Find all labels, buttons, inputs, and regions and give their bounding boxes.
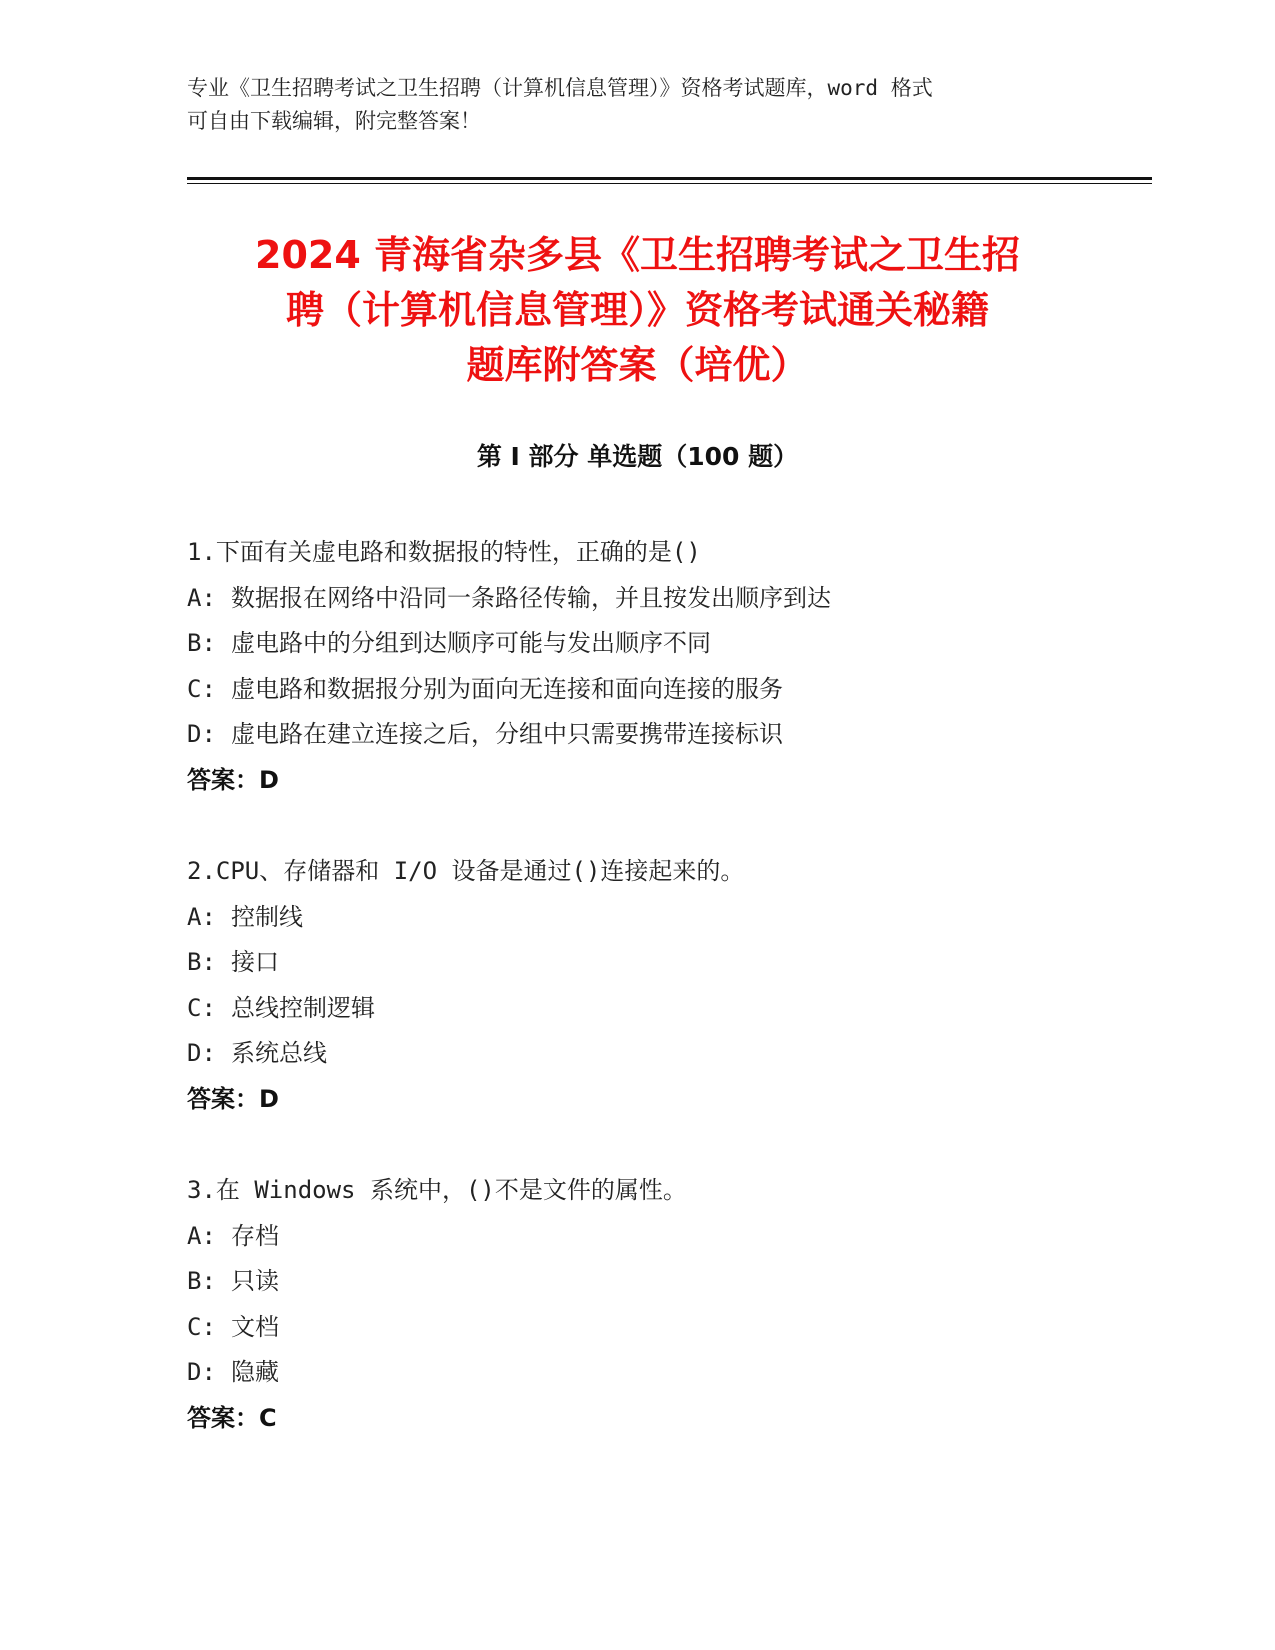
option-c — [187, 986, 1147, 1032]
option-d — [187, 712, 1147, 758]
option-text: 只读 — [231, 1267, 279, 1295]
option-key: B: — [187, 1267, 216, 1295]
question-2 — [187, 849, 1147, 1122]
document-title-line-1: 2024 青海省杂多县《卫生招聘考试之卫生招 — [255, 233, 1020, 277]
option-a — [187, 576, 1147, 622]
option-text: 虚电路和数据报分别为面向无连接和面向连接的服务 — [231, 674, 783, 703]
option-d — [187, 1031, 1147, 1077]
header-rule-thin — [187, 183, 1152, 184]
document-title — [160, 228, 1115, 393]
option-key: B: — [187, 629, 216, 657]
header-rule-thick — [187, 177, 1152, 180]
question-stem: 2.CPU、存储器和 I/O 设备是通过()连接起来的。 — [187, 857, 745, 885]
option-b — [187, 621, 1147, 667]
option-d — [187, 1350, 1147, 1396]
option-key: A: — [187, 1221, 216, 1250]
option-b — [187, 1259, 1147, 1305]
section-heading: 第 I 部分 单选题（100 题） — [476, 442, 799, 471]
header-note-line-2: 可自由下载编辑，附完整答案！ — [187, 109, 481, 133]
option-key: C: — [187, 1312, 216, 1341]
option-text: 控制线 — [231, 902, 303, 931]
option-text: 总线控制逻辑 — [231, 993, 375, 1022]
option-a — [187, 1214, 1147, 1260]
option-text: 文档 — [231, 1312, 279, 1341]
option-key: C: — [187, 674, 216, 703]
option-key: D: — [187, 720, 216, 748]
answer: 答案：D — [187, 1084, 279, 1113]
option-text: 存档 — [231, 1221, 279, 1250]
document-title-line-2: 聘（计算机信息管理）》资格考试通关秘籍 — [285, 288, 989, 332]
answer: 答案：C — [187, 1403, 277, 1432]
question-3 — [187, 1168, 1147, 1441]
option-key: D: — [187, 1039, 216, 1067]
option-a — [187, 895, 1147, 941]
header-note — [187, 72, 1067, 138]
header-note-line-1: 专业《卫生招聘考试之卫生招聘（计算机信息管理）》资格考试题库，word 格式 — [187, 76, 933, 100]
document-title-line-3: 题库附答案（培优） — [466, 343, 809, 387]
option-key: A: — [187, 902, 216, 931]
option-text: 接口 — [231, 948, 279, 976]
question-1 — [187, 530, 1147, 803]
option-c — [187, 1305, 1147, 1351]
option-text: 数据报在网络中沿同一条路径传输，并且按发出顺序到达 — [231, 583, 831, 612]
option-b — [187, 940, 1147, 986]
question-stem: 1.下面有关虚电路和数据报的特性，正确的是() — [187, 538, 701, 566]
option-text: 系统总线 — [231, 1039, 327, 1067]
question-list — [187, 530, 1147, 1487]
option-text: 虚电路中的分组到达顺序可能与发出顺序不同 — [231, 629, 711, 657]
option-key: D: — [187, 1358, 216, 1386]
option-key: B: — [187, 948, 216, 976]
option-text: 虚电路在建立连接之后，分组中只需要携带连接标识 — [231, 720, 783, 748]
option-text: 隐藏 — [231, 1358, 279, 1386]
question-stem: 3.在 Windows 系统中，()不是文件的属性。 — [187, 1176, 687, 1204]
answer: 答案：D — [187, 765, 279, 794]
option-c — [187, 667, 1147, 713]
option-key: A: — [187, 583, 216, 612]
option-key: C: — [187, 993, 216, 1022]
